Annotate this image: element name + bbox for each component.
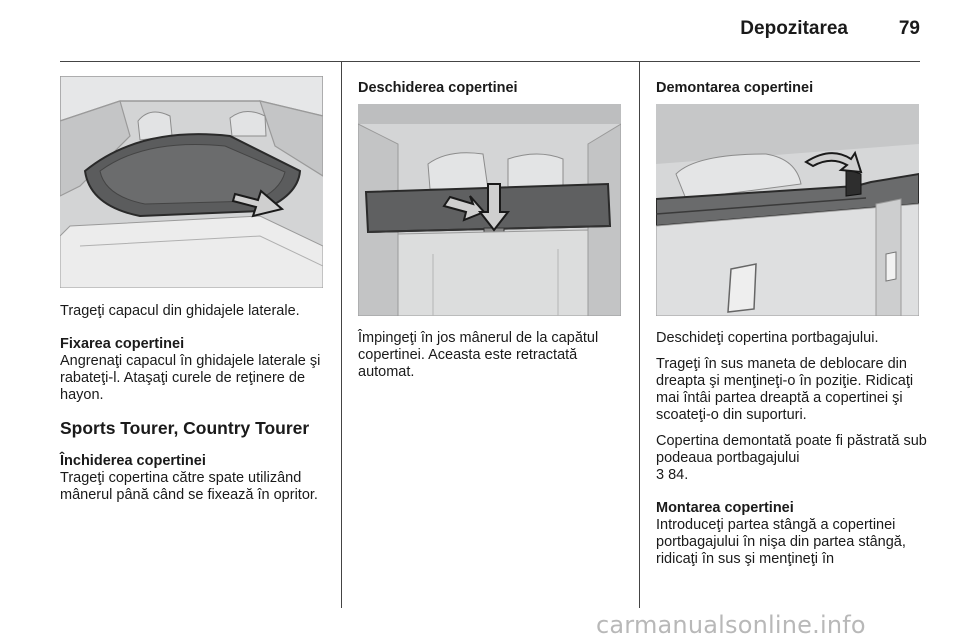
paragraph: Trageţi în sus maneta de deblocare din dreapta şi menţineţi-o în poziţie. Ridicaţi mai întâi partea dreaptă a copertinei şi scoateţi-o din suporturi. <box>656 356 914 423</box>
section-heading: Sports Tourer, Country Tourer <box>60 418 310 438</box>
cargo-cover-removal-illustration <box>60 76 323 288</box>
subheading-opening: Deschiderea copertinei <box>358 80 518 96</box>
paragraph: Trageţi capacul din ghidajele laterale. <box>60 303 300 319</box>
paragraph <box>656 433 928 484</box>
paragraph-text: Copertina demontată poate fi păstrată sub podeaua portbagajului <box>656 433 927 466</box>
subheading-removal: Demontarea copertinei <box>656 80 814 96</box>
column-middle-text <box>358 330 633 390</box>
cover-removal-illustration <box>656 104 919 316</box>
column-right <box>656 80 926 97</box>
column-middle <box>358 80 628 97</box>
paragraph: Angrenaţi capacul în ghidajele laterale şi rabateţi-l. Ataşaţi curele de reţinere de hayon. <box>60 353 321 403</box>
column-divider <box>639 62 640 608</box>
watermark: carmanualsonline.info <box>596 611 866 639</box>
column-left <box>60 303 330 513</box>
paragraph: Trageţi copertina către spate utilizând mânerul până când se fixează în opritor. <box>60 470 318 503</box>
subheading-installation: Montarea copertinei <box>656 500 794 516</box>
cover-opening-illustration <box>358 104 621 316</box>
page-number: 79 <box>898 18 920 39</box>
paragraph: Deschideţi copertina portbagajului. <box>656 330 879 346</box>
paragraph: Împingeţi în jos mânerul de la capătul copertinei. Aceasta este retractată automat. <box>358 330 599 380</box>
page-reference-link[interactable]: 3 84. <box>656 467 689 483</box>
section-title: Depozitarea <box>740 18 848 39</box>
subheading-closing: Închiderea copertinei <box>60 453 206 469</box>
paragraph: Introduceţi partea stângă a copertinei portbagajului în nişa din partea stângă, ridicaţi în sus şi menţineţi în <box>656 517 906 567</box>
subheading-fixing: Fixarea copertinei <box>60 336 185 352</box>
column-divider <box>341 62 342 608</box>
column-right-text <box>656 330 928 577</box>
header-divider <box>60 61 920 62</box>
